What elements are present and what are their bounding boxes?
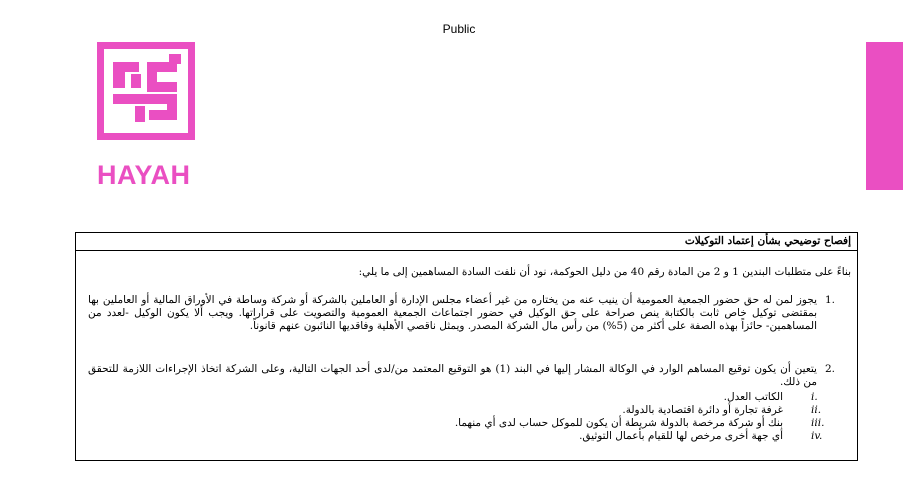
sub-item-text: غرفة تجارة أو دائرة اقتصادية بالدولة. <box>622 404 783 416</box>
disclosure-intro: بناءً على متطلبات البندين 1 و 2 من المادة رقم 40 من دليل الحوكمة، نود أن نلفت السادة المساهمين إلى ما يلي: <box>358 266 851 278</box>
classification-label: Public <box>442 22 476 36</box>
sub-list-item <box>91 417 851 430</box>
item-number: 1. <box>825 294 836 306</box>
item-text: يجوز لمن له حق حضور الجمعية العمومية أن ينيب عنه من يختاره من غير أعضاء مجلس الإدارة أو العاملين بالشركة أو شركة وساطة في الأوراق المالية أو العاملين بها بمقتضى توكيل خاص ثابت بالكتابة ينص صراحة على حق الوكيل في حضور اجتماعات الجمعية العمومية والتصويت على قراراتها. ويجب ألا يكون الوكيل -لعدد من المساهمين- حائزاً بهذه الصفة على أكثر من (5%) من رأس مال الشركة المصدر. ويمثل ناقصي الأهلية وفاقديها النائبون عنهم قانوناً. <box>88 294 817 332</box>
sub-item-numeral: ii. <box>811 404 822 416</box>
sub-item-text: بنك أو شركة مرخصة بالدولة شريطة أن يكون للموكل حساب لدى أي منهما. <box>454 417 783 429</box>
disclosure-box <box>75 232 858 461</box>
sub-item-numeral: iii. <box>811 417 825 429</box>
brand-name: HAYAH <box>97 160 191 190</box>
hayah-monogram-icon <box>97 42 195 140</box>
disclosure-title: إفصاح توضيحي بشأن إعتماد التوكيلات <box>76 233 857 251</box>
sub-list-item <box>91 391 851 404</box>
item-number: 2. <box>825 363 836 375</box>
accent-bar <box>866 42 903 190</box>
list-item <box>88 363 851 389</box>
sub-list <box>91 391 851 443</box>
sub-item-numeral: iv. <box>811 430 823 442</box>
sub-item-text: الكاتب العدل. <box>723 391 783 403</box>
sub-list-item <box>91 404 851 417</box>
sub-item-text: أي جهة أخرى مرخص لها للقيام بأعمال التوثيق. <box>579 430 783 442</box>
list-item <box>88 294 851 333</box>
item-text: يتعين أن يكون توقيع المساهم الوارد في الوكالة المشار إليها في البند (1) هو التوقيع المعتمد من/لدى أحد الجهات التالية، وعلى الشركة اتخاذ الإجراءات اللازمة للتحقق من ذلك. <box>88 363 817 388</box>
hayah-logo-icon <box>97 42 195 140</box>
sub-item-numeral: i. <box>811 391 818 403</box>
sub-list-item <box>91 430 851 443</box>
